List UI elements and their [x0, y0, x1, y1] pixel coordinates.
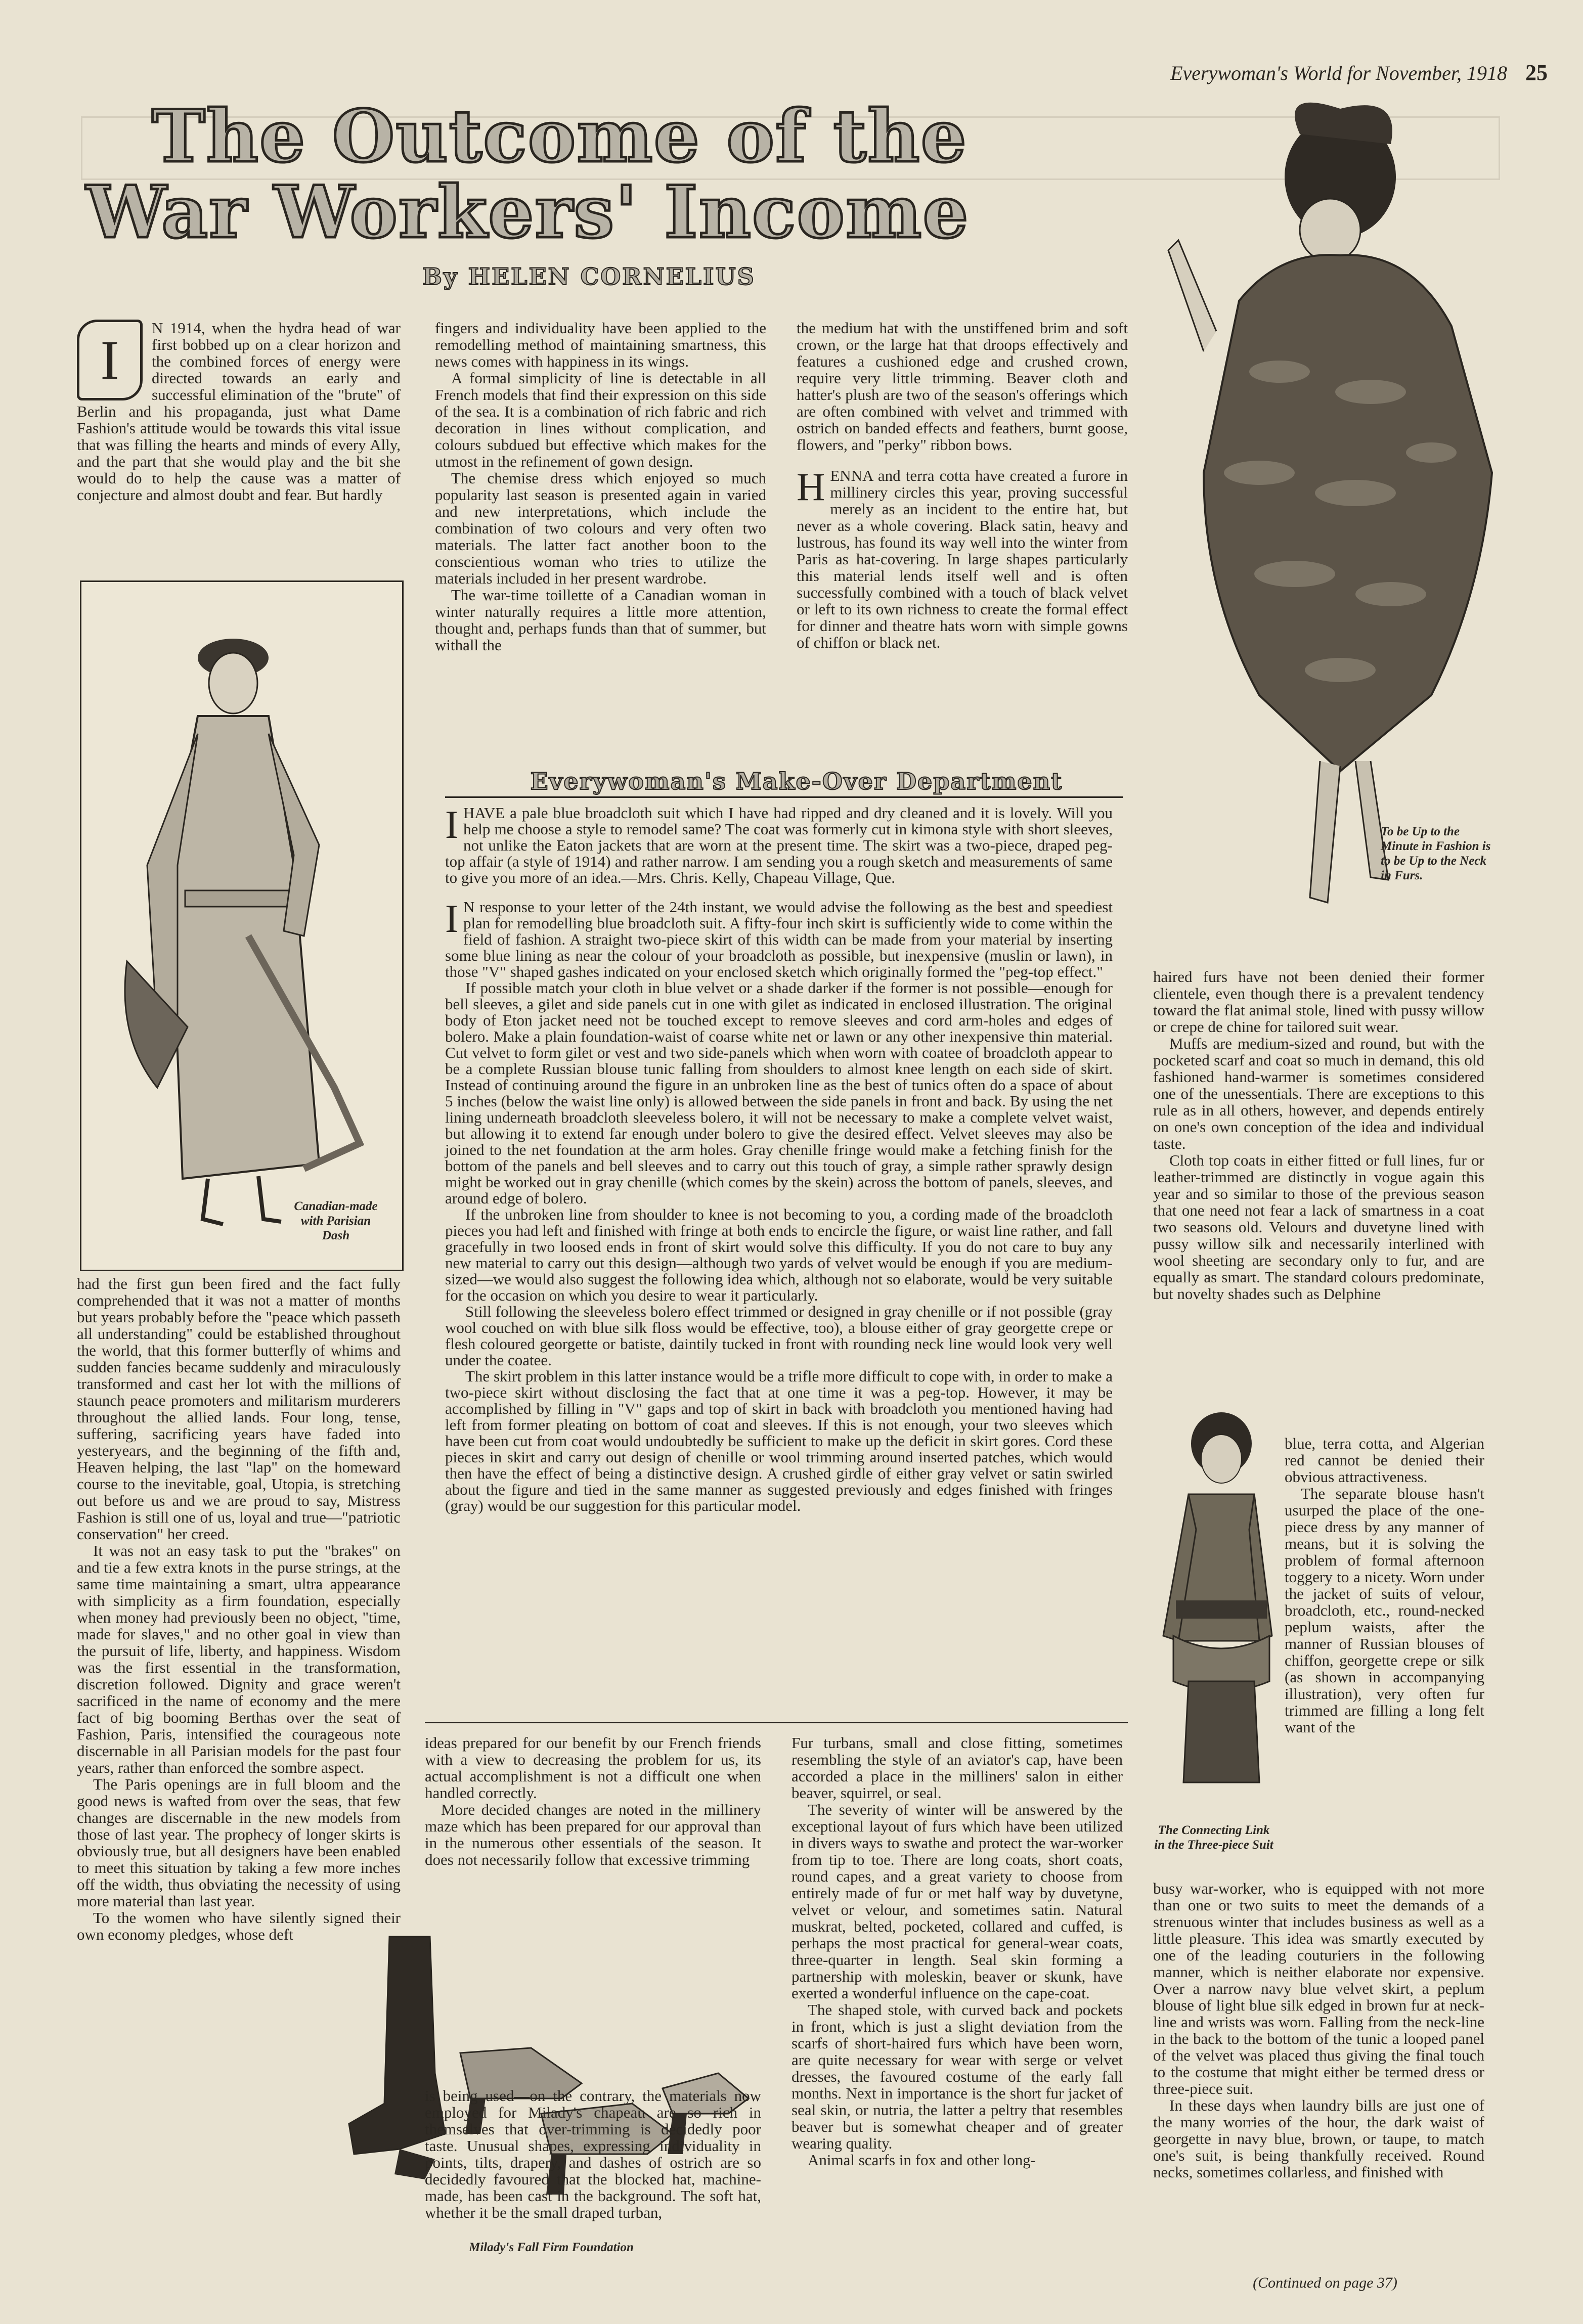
- col2-bottom-p1: ideas prepared for our benefit by our French friends with a view to decreasing the problem for us, its actual accomplishment is not a difficult one when handled correctly.: [425, 1734, 761, 1802]
- continued-note: (Continued on page 37): [1253, 2274, 1397, 2291]
- col4-wrap2: The separate blouse hasn't usurped the place of the one-piece dress by any manner of means, but it is solving the problem of formal afternoon toggery to a nicety. Worn under the jacket of suits of velour, broadcloth, etc., round-necked peplum waists, after the manner of Russian blouses of chiffon, georgette crepe or silk (as shown in accompanying illustration), very often fur trimmed are filling a long felt want of the: [1285, 1485, 1484, 1736]
- drop-cap: I: [77, 320, 143, 400]
- reply-p2: If possible match your cloth in blue velvet or a shade darker if the former is not possible—enough for bell sleeves, a gilet and side panels cut in one with gilet as indicated in enclosed illustration. The original body of Eton jacket need not be touched except to remove sleeves and cord arm-holes and edges of bolero. Make a plain foundation-waist of coarse white net or lawn or any other inexpensive thin material. Cut velvet to form gilet or vest and two side-panels which when worn with coatee of broadcloth appear to be a complete Russian blouse tunic falling from shoulders to almost knee length on each side of skirt. Instead of continuing around the figure in an unbroken line as the best of tunics often do a space of about 5 inches (below the waist line only) is allowed between the side panels in front and back. By using the net lining underneath broadcloth sleeveless bolero, it will not be necessary to make a complete velvet waist, but allowing it to extend far enough under bolero to give the desired effect. Velvet sleeves may also be joined to the net foundation at the arm holes. Gray chenille fringe would make a fetching finish for the bottom of the panels and bell sleeves and to carry out this touch of gray, a simple rather sprawly design might be worked out in gray chenille (which comes by the skein) across the bottom of panels, sleeves, and around edge of bolero.: [445, 979, 1113, 1207]
- col4-wrap1: blue, terra cotta, and Algerian red cannot be denied their obvious attractiveness.: [1285, 1435, 1484, 1486]
- col3-bottom: [792, 1734, 1123, 2168]
- col4-wrap: [1285, 1435, 1484, 1735]
- col1-bottom-p4: To the women who have silently signed their own economy pledges, whose deft: [77, 1909, 401, 1943]
- letter-text: HAVE a pale blue broadcloth suit which I have had ripped and dry cleaned and it is lovely. Will you help me choose a style to remodel same? The coat was formerly cut in kimona style with short sleeves, not unlike the Eaton jackets that are worn at the present time. The skirt was a two-piece, draped peg-top affair (a style of 1914) and rather narrow. I am sending you a rough sketch and measurements of same to give you more of an idea.—Mrs. Chris. Kelly, Chapeau Village, Que.: [445, 804, 1113, 886]
- title-line-2: War Workers' Income: [86, 170, 970, 254]
- page-number: 25: [1525, 60, 1548, 85]
- col2-top-p4: The war-time toillette of a Canadian woman in winter naturally requires a little more attention, thought and, perhaps funds than that of summer, but withall the: [435, 586, 766, 654]
- col1-top: [77, 320, 401, 503]
- col2-bottom-p2: More decided changes are noted in the millinery maze which has been prepared for our approval than in the numerous other essentials of the season. It does not necessarily follow that excessive trimming: [425, 1801, 761, 1868]
- col3-bottom-p4: Animal scarfs in fox and other long-: [808, 2151, 1036, 2169]
- col2-top-p3: The chemise dress which enjoyed so much popularity last season is presented again in varied and new interpretations, which include the combination of two colours and very often two materials. The latter fact another boon to the conscientious woman who tries to utilize the materials included in her present wardrobe.: [435, 469, 766, 587]
- col3-bottom-p1: Fur turbans, small and close fitting, sometimes resembling the style of an aviator's cap, have been accorded a place in the milliners' salon in either beaver, squirrel, or seal.: [792, 1734, 1123, 1802]
- col4-top: [1153, 968, 1484, 1302]
- caption-canadian: Canadian-made with Parisian Dash: [294, 1199, 378, 1242]
- col3-capital: H: [797, 465, 825, 509]
- col3-top: [797, 320, 1128, 651]
- col2-top: [435, 320, 766, 653]
- reply-p1: N response to your letter of the 24th instant, we would advise the following as the best and speediest plan for remodelling blue broadcloth suit. A fifty-four inch skirt is sufficiently wide to come within the field of fashion. A straight two-piece skirt of this width can be made from your material by inserting some blue lining as near the colour of your broadcloth as possible, but inexpensive (muslin or lawn), in those "V" shaped gashes indicated on your enclosed sketch which originally formed the "peg-top effect.": [445, 898, 1113, 980]
- dress-illustration: [81, 582, 402, 1270]
- department-body: [445, 802, 1113, 1514]
- col1-top-text: N 1914, when the hydra head of war first bobbed up on a clear horizon and the combined forces of energy were directed towards an early and successful elimination of the "brute" of Berlin and his propaganda, just what Dame Fashion's attitude would be towards this vital issue that was filling the hearts and minds of every Ally, and the part that she would play and the bit she would do to help the cause was a matter of conjecture and almost doubt and fear. But hardly: [77, 319, 401, 504]
- col1-bottom-p2: It was not an easy task to put the "brakes" on and tie a few extra knots in the purse strings, at the same time maintaining a smart, ultra appearance with simplicity as a firm foundation, especially when money had previously been no object, "time, made for slaves," and no other goal in view than the pursuit of life, liberty, and happiness. Wisdom was the first essential in the transformation, discretion followed. Dignity and grace weren't sacrificed in the name of economy and the mere fact of big booming Berthas over the seat of Fashion, Paris, intensified the courageous note discernable in all Parisian models for the past four years, rather than enforced the sombre aspect.: [77, 1542, 401, 1776]
- col2-bottom-p3: is being used—on the contrary, the materials now employed for Milady's chapeau are so rich in themselves that over-trimming is decidedly poor taste. Unusual shapes, expressing individuality in points, tilts, drapery, and dashes of ostrich are so decidedly favoured that the blocked hat, machine-made, has been cast in the background. The soft hat, whether it be the small draped turban,: [425, 2087, 761, 2221]
- col3-top-p1: the medium hat with the unstiffened brim and soft crown, or the large hat that droops effectively and features a cushioned edge and crushed crown, require very little trimming. Beaver cloth and hatter's plush are two of the season's offerings which are often combined with velvet and trimmed with ostrich on banded effects and feathers, burnt goose, flowers, and "perky" ribbon bows.: [797, 319, 1128, 454]
- blouse-illustration: [1153, 1398, 1274, 1833]
- col4-p3: Cloth top coats in either fitted or full lines, fur or leather-trimmed are distinctly in vogue again this year and so similar to those of the previous season that one need not fear a lack of smartness in a coat two seasons old. Velours and duvetyne lined with pussy willow silk and necessarily interlined with wool sheeting are secondary only to fur, and are equally as smart. The standard colours predominate, but novelty shades such as Delphine: [1153, 1151, 1484, 1303]
- article-title: [86, 95, 1022, 254]
- col3-top-p2: ENNA and terra cotta have created a furore in millinery circles this year, proving successful merely as an incident to the entire hat, but never as a whole covering. Black satin, heavy and lustrous, has found its way well into the winter from Paris as hat-covering. In large shapes particularly this material lends itself well and is often successfully combined with a touch of black velvet or left to its own richness to create the formal effect for dinner and theatre hats worn with simple gowns of chiffon or black net.: [797, 467, 1128, 651]
- figure-canadian-dress: [80, 580, 404, 1271]
- department-bottom-rule: [425, 1722, 1128, 1723]
- reply-p4: Still following the sleeveless bolero effect trimmed or designed in gray chenille or if not possible (gray wool couched on with blue silk floss would be effective, too), a blouse either of gray georgette crepe or flesh coloured georgette or batiste, daintily tucked in front with rounding neck line would look very well under the coatee.: [445, 1303, 1113, 1369]
- figure-blouse: [1153, 1398, 1274, 1868]
- running-head: [1037, 60, 1548, 85]
- col3-bottom-p3: The shaped stole, with curved back and pockets in front, which is just a slight deviation from the scarfs of short-haired furs which have been worn, are quite necessary for wear with serge or velvet dresses, the favoured costume of the early fall months. Next in importance is the short fur jacket of seal skin, or nutria, the latter a peltry that resembles beaver but is somewhat cheaper and of greater wearing quality.: [792, 2001, 1123, 2152]
- col4-bottom: [1153, 1880, 1484, 2180]
- department-rule: [445, 796, 1123, 798]
- caption-shoes: Milady's Fall Firm Foundation: [469, 2241, 634, 2254]
- col1-bottom-p3: The Paris openings are in full bloom and the good news is wafted from over the seas, that few changes are discernable in the new models from those of last year. The prophecy of longer skirts is obviously true, but all designers have been enabled to meet this situation by taking a few more inches off the width, thus obviating the necessity of using more material than last year.: [77, 1775, 401, 1910]
- col4-p2: Muffs are medium-sized and round, but with the pocketed scarf and coat so much in demand, this old fashioned hand-warmer is sometimes considered one of the unessentials. There are exceptions to this rule as in all others, however, and depends entirely on one's own conception of the idea and individual taste.: [1153, 1035, 1484, 1152]
- letter-capital: I: [445, 802, 458, 846]
- col4-p1: haired furs have not been denied their former clientele, even though there is a prevalent tendency toward the flat animal stole, lined with pussy willow or crepe de chine for tailored suit wear.: [1153, 968, 1484, 1036]
- col1-bottom-p1: had the first gun been fired and the fact fully comprehended that it was not a matter of months but years probably before the "peace which passeth all understanding" could be established throughout the world, that this former butterfly of whims and sudden fancies became suddenly and miraculously transformed and cast her lot with the millions of staunch peace promoters and militarism murderers throughout the allied lands. Four long, tense, suffering, sacrificing years have faded into yesteryears, and the beginning of the fifth and, Heaven helping, the last "lap" on the homeward course to the inevitable, goal, Utopia, is stretching out before us and we are proud to say, Mistress Fashion is still one of us, loyal and true—"patriotic conservation" her creed.: [77, 1275, 401, 1543]
- reply-p5: The skirt problem in this latter instance would be a trifle more difficult to cope with, in order to make a two-piece skirt without disclosing the fact that at one time it was a peg-top. However, it may be accomplished by filling in "V" gaps and top of skirt in back with broadcloth you mentioned having had left from former pleating on bottom of coat and sleeves. If this is not enough, your two sleeves which have been cut from coat would undoubtedly be sufficient to make up the deficit in skirt gores. Cord these pieces in skirt and carry out design of chenille or wool trimming around inserted patches, which would then have the effect of being a distinctive design. A crushed girdle of either gray velvet or satin swirled about the figure and tied in the same manner as suggested previously and edges finished with fringes (gray) would be our suggestion for this particular model.: [445, 1367, 1113, 1514]
- col4-p4: busy war-worker, who is equipped with not more than one or two suits to meet the demands of a strenuous winter that includes business as well as a little pleasure. This idea was smartly executed by one of the leading couturiers in the following manner, which is neither elaborate nor expensive. Over a narrow navy blue velvet skirt, a peplum blouse of light blue silk edged in brown fur at neck-line and wrists was worn. Falling from the neck-line in the back to the bottom of the tunic a looped panel of the velvet was placed thus giving the final touch to the costume that might either be termed dress or three-piece suit.: [1153, 1880, 1484, 2097]
- running-head-text: Everywoman's World for November, 1918: [1170, 62, 1507, 84]
- col2-bottom-lower: [425, 2087, 761, 2221]
- figure-fur-coat: [1128, 88, 1507, 958]
- col2-top-p2: A formal simplicity of line is detectable in all French models that find their expression on this side of the sea. It is a combination of rich fabric and rich decoration in lines without complication, and colours subdued but effective which makes for the utmost in the refinement of gown design.: [435, 369, 766, 470]
- caption-suit: The Connecting Link in the Three-piece Suit: [1154, 1823, 1273, 1852]
- byline: By HELEN CORNELIUS: [422, 263, 756, 290]
- caption-furs: To be Up to the Minute in Fashion is to be Up to the Neck in Furs.: [1381, 825, 1491, 882]
- col1-bottom: [77, 1275, 401, 1943]
- col3-bottom-p2: The severity of winter will be answered by the exceptional layout of furs which have been utilized in divers ways to swathe and protect the war-worker from tip to toe. There are long coats, short coats, round capes, and a great variety to choose from entirely made of fur or met half way by duvetyne, velvet or velour, and sometimes satin. Natural muskrat, belted, pocketed, collared and cuffed, is perhaps the most practical for general-wear coats, three-quarter in length. Seal skin forming a partnership with moleskin, beaver or skunk, have exerted a wonderful influence on the cape-coat.: [792, 1801, 1123, 2002]
- department-title: Everywoman's Make-Over Department: [530, 768, 1063, 795]
- title-line-1: The Outcome of the: [152, 95, 968, 178]
- col2-bottom-top: [425, 1734, 761, 1868]
- reply-p3: If the unbroken line from shoulder to knee is not becoming to you, a cording made of the broadcloth pieces you had left and finished with fringe at both ends to encircle the figure, or waist line rather, and fall gracefully in two loosed ends in front of skirt would solve this difficulty. If you do not care to buy any new material to carry out this design—although two yards of velvet would be enough if you are medium-sized—we would also suggest the following idea which, although not so elaborate, would be very suitable for the occasion on which you desire to wear it particularly.: [445, 1205, 1113, 1304]
- col2-top-p1: fingers and individuality have been applied to the remodelling method of maintaining smartness, this news comes with happiness in its wings.: [435, 319, 766, 370]
- col4-p5: In these days when laundry bills are just one of the many worries of the hour, the dark waist of georgette in navy blue, brown, or taupe, to match one's suit, is being thankfully received. Round necks, sometimes collarless, and finished with: [1153, 2096, 1484, 2181]
- reply-capital: I: [445, 897, 458, 941]
